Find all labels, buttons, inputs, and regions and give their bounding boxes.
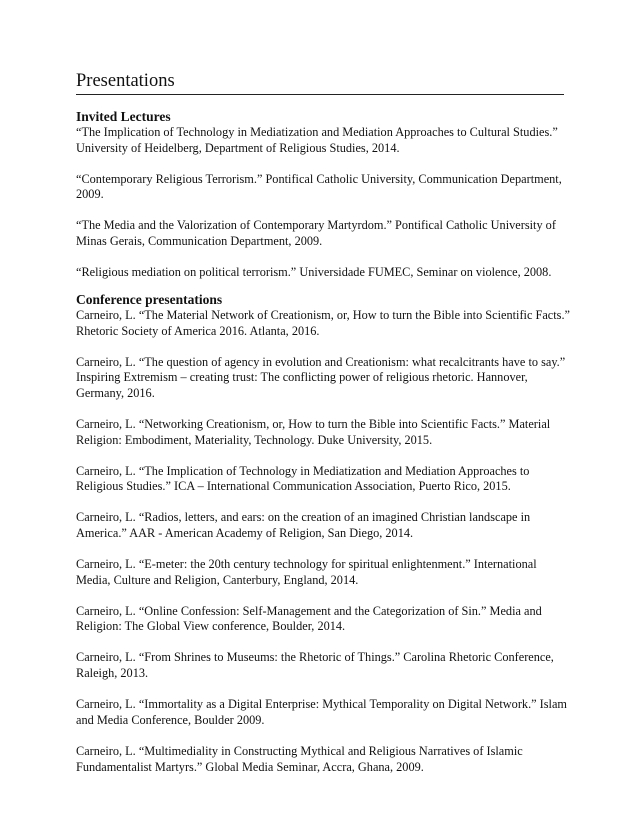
conference-entry (76, 417, 564, 448)
lecture-entry (76, 125, 564, 156)
conference-entry (76, 307, 570, 339)
conference-entry (76, 557, 564, 588)
section-title: Presentations (76, 70, 564, 95)
lecture-entry-line: “The Media and the Valorization of Contemporary Martyrdom.” Pontifical Catholic University of (76, 218, 556, 233)
invited-lectures-list (76, 125, 564, 281)
conference-entry-line: and Media Conference, Boulder 2009. (76, 712, 265, 727)
conference-entry-line: Fundamentalist Martyrs.” Global Media Seminar, Accra, Ghana, 2009. (76, 759, 424, 774)
conference-presentations-heading: Conference presentations (76, 291, 223, 307)
conference-entry (76, 744, 564, 775)
conference-entry-line: Carneiro, L. “The Material Network of Creationism, or, How to turn the Bible into Scientific Facts.” (76, 307, 570, 322)
conference-entry-line: Carneiro, L. “Networking Creationism, or, How to turn the Bible into Scientific Facts.” Material (76, 416, 551, 431)
conference-entry-line: Inspiring Extremism – creating trust: The conflicting power of religious rhetoric. Hannover, (76, 370, 528, 385)
lecture-entry (76, 218, 564, 249)
conference-entry-line: Rhetoric Society of America 2016. Atlanta, 2016. (76, 323, 320, 338)
lecture-entry-line: “The Implication of Technology in Mediatization and Mediation Approaches to Cultural Studies.” (76, 125, 558, 139)
conference-entry-line: Media, Culture and Religion, Canterbury, England, 2014. (76, 572, 359, 587)
conference-entry-line: Carneiro, L. “Immortality as a Digital Enterprise: Mythical Temporality on Digital Network.” Islam (76, 697, 567, 712)
lecture-entry (76, 265, 564, 281)
conference-entry-line: Religion: The Global View conference, Boulder, 2014. (76, 619, 346, 634)
lecture-entry-line: Minas Gerais, Communication Department, 2009. (76, 234, 323, 249)
conference-entry (76, 464, 564, 495)
conference-entry-line: Carneiro, L. “Radios, letters, and ears: on the creation of an imagined Christian landscape in (76, 510, 531, 525)
lecture-entry-line: “Religious mediation on political terrorism.” Universidade FUMEC, Seminar on violence, 2008. (76, 265, 552, 280)
conference-entry-line: Religion: Embodiment, Materiality, Technology. Duke University, 2015. (76, 432, 433, 447)
conference-entry-line: Carneiro, L. “Multimediality in Constructing Mythical and Religious Narratives of Islamic (76, 743, 523, 758)
invited-lectures-heading: Invited Lectures (76, 109, 171, 124)
conference-entry-line: Carneiro, L. “The Implication of Technology in Mediatization and Mediation Approaches to (76, 463, 530, 478)
lecture-entry-line: 2009. (76, 187, 104, 202)
conference-entry (76, 604, 564, 635)
conference-entry-line: Carneiro, L. “Online Confession: Self-Management and the Categorization of Sin.” Media and (76, 603, 542, 618)
conference-entry-line: Carneiro, L. “E-meter: the 20th century technology for spiritual enlightenment.” International (76, 557, 537, 572)
conference-entry-line: Religious Studies.” ICA – International Communication Association, Puerto Rico, 2015. (76, 479, 511, 494)
conference-entry-line: Carneiro, L. “From Shrines to Museums: the Rhetoric of Things.” Carolina Rhetoric Conference, (76, 650, 554, 665)
lecture-entry-line: “Contemporary Religious Terrorism.” Pontifical Catholic University, Communication Department, (76, 171, 562, 186)
conference-entry-line: Raleigh, 2013. (76, 666, 149, 681)
conference-entry (76, 650, 564, 681)
conference-entry (76, 510, 564, 541)
document-page (76, 70, 570, 775)
conference-entry (76, 355, 564, 402)
conference-entry-line: Germany, 2016. (76, 385, 155, 400)
conference-presentations-list (76, 307, 570, 775)
conference-entry-line: America.” AAR - American Academy of Religion, San Diego, 2014. (76, 526, 414, 541)
lecture-entry-line: University of Heidelberg, Department of Religious Studies, 2014. (76, 140, 400, 155)
conference-entry (76, 697, 567, 728)
lecture-entry (76, 172, 564, 203)
conference-entry-line: Carneiro, L. “The question of agency in evolution and Creationism: what recalcitrants have to say.” (76, 354, 566, 369)
